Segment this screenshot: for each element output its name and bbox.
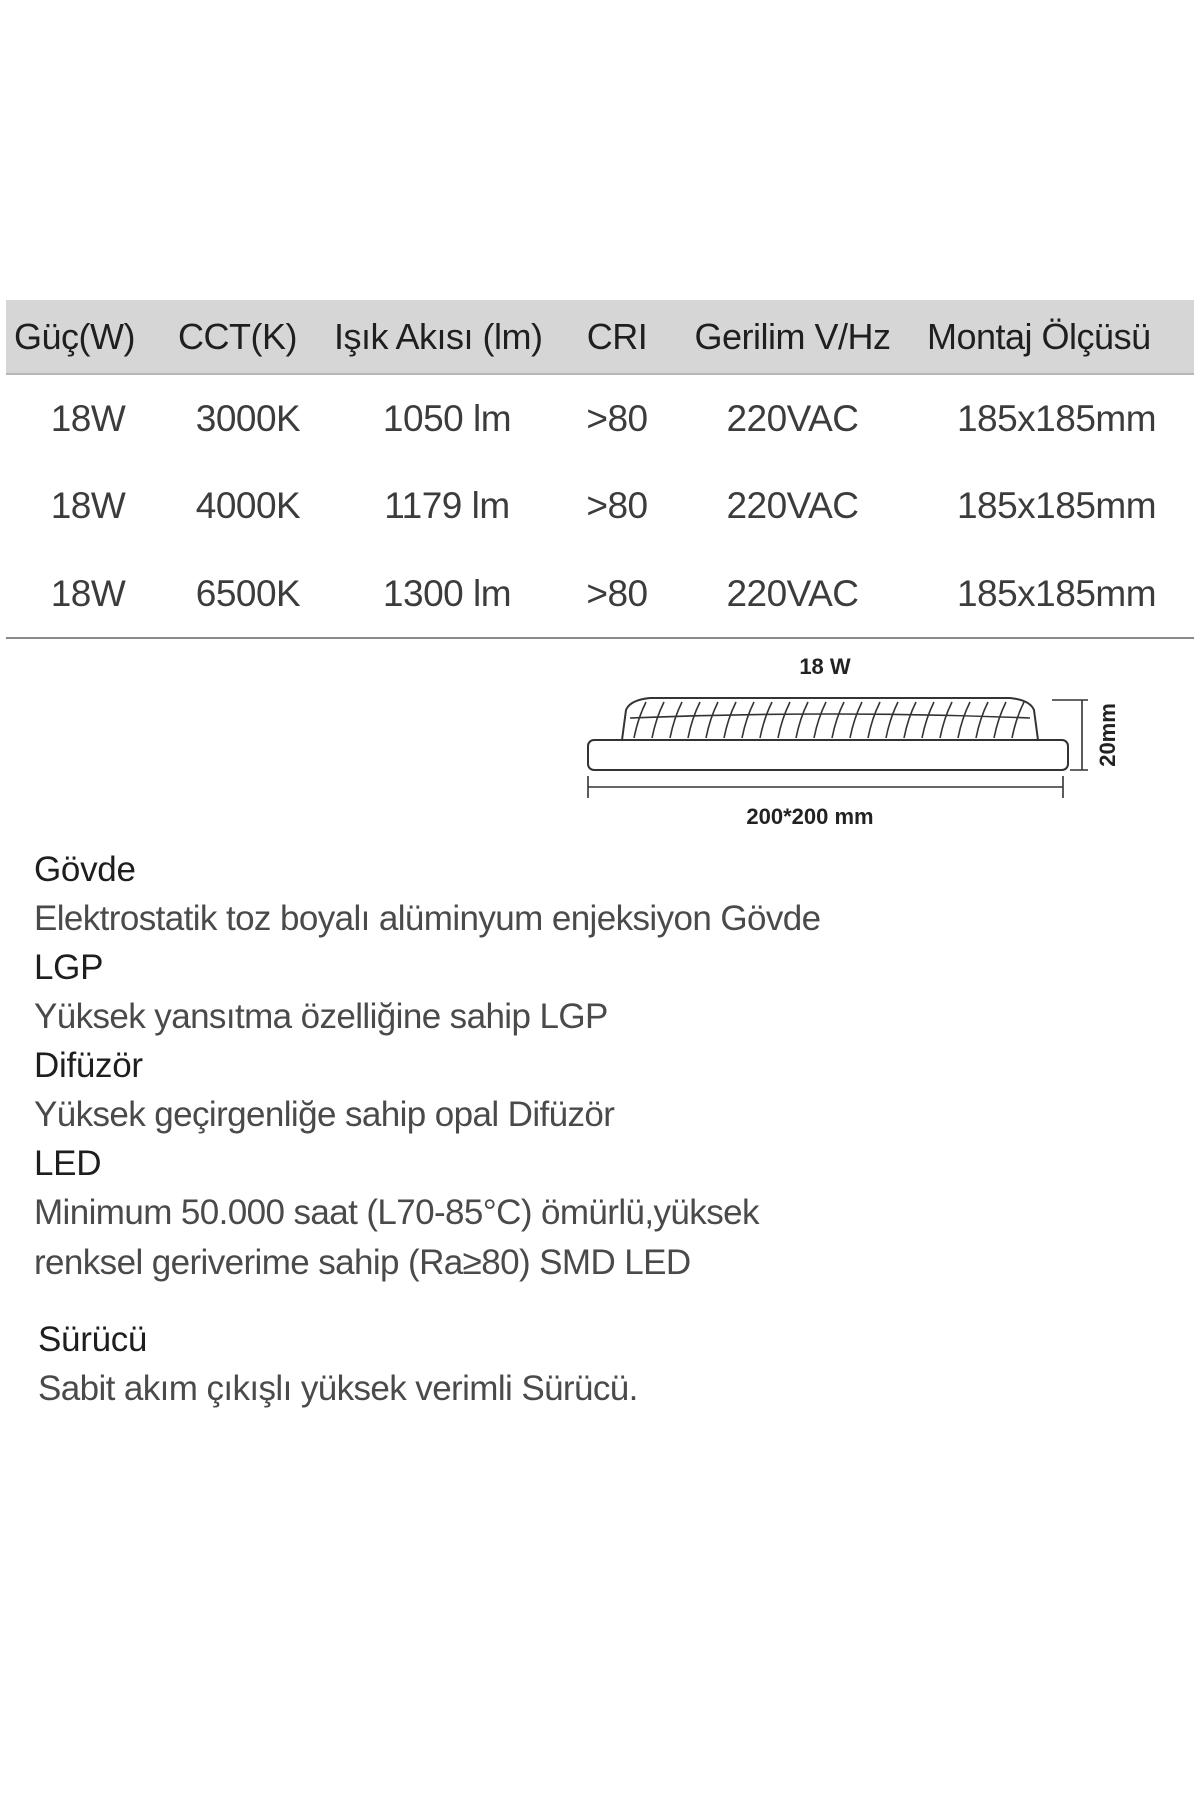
- cell-cri: >80: [586, 485, 648, 526]
- header-mount-size: Montaj Ölçüsü: [919, 300, 1194, 374]
- section-text: Yüksek yansıtma özelliğine sahip LGP: [34, 997, 608, 1036]
- section-diffuser: [34, 1042, 1034, 1140]
- cell-mount-size: 185x185mm: [956, 397, 1157, 439]
- section-text: Sabit akım çıkışlı yüksek verimli Sürücü.: [38, 1369, 638, 1408]
- cell-cct: 6500K: [170, 550, 326, 638]
- section-housing: [34, 846, 1034, 944]
- table-row: [6, 550, 1194, 638]
- diagram-power-label: 18 W: [799, 654, 851, 679]
- table-row: [6, 374, 1194, 462]
- header-cct: CCT(K): [170, 300, 326, 374]
- panel-side-view-drawing: [560, 652, 1140, 832]
- section-title: Difüzör: [34, 1046, 143, 1085]
- section-led: [34, 1140, 1034, 1288]
- cell-voltage: 220VAC: [726, 397, 859, 439]
- section-title: LED: [34, 1144, 102, 1183]
- section-title: Sürücü: [38, 1320, 148, 1359]
- diagram-width-label: 200*200 mm: [746, 804, 874, 829]
- cell-power: 18W: [50, 485, 126, 526]
- cell-luminous-flux: 1050 lm: [382, 397, 512, 439]
- header-row: [6, 300, 1194, 374]
- cell-voltage: 220VAC: [726, 485, 859, 526]
- cell-mount-size: 185x185mm: [919, 550, 1194, 638]
- section-title: Gövde: [34, 850, 136, 889]
- table-row: [6, 462, 1194, 550]
- cell-voltage: 220VAC: [666, 550, 919, 638]
- cell-luminous-flux: 1179 lm: [384, 485, 510, 526]
- spec-table: [6, 300, 1194, 639]
- cell-mount-size: 185x185mm: [956, 485, 1157, 526]
- cell-power: 18W: [6, 550, 170, 638]
- header-cri: CRI: [568, 300, 666, 374]
- cell-cri: >80: [568, 550, 666, 638]
- section-title: LGP: [34, 948, 104, 987]
- panel-housing-outline: [622, 698, 1038, 740]
- section-text: Minimum 50.000 saat (L70-85°C) ömürlü,yüksek: [34, 1193, 759, 1232]
- section-text: Yüksek geçirgenliğe sahip opal Difüzör: [34, 1095, 615, 1134]
- header-luminous-flux: Işık Akısı (lm): [326, 300, 568, 374]
- cell-cri: >80: [586, 397, 648, 439]
- section-driver: [34, 1316, 1034, 1414]
- diagram-height-label: 20mm: [1095, 703, 1120, 767]
- section-text: Elektrostatik toz boyalı alüminyum enjeksiyon Gövde: [34, 899, 821, 938]
- product-dimension-diagram: [560, 652, 1140, 832]
- spec-table-body: [6, 374, 1194, 638]
- cell-cct: 4000K: [195, 485, 301, 526]
- spec-table-header: [6, 300, 1194, 374]
- header-power: Güç(W): [6, 300, 170, 374]
- header-voltage: Gerilim V/Hz: [666, 300, 919, 374]
- section-text-line2: renksel geriverime sahip (Ra≥80) SMD LED: [34, 1243, 691, 1282]
- panel-body-outline: [588, 740, 1068, 770]
- cell-cct: 3000K: [195, 397, 301, 439]
- panel-fins-drawing: [630, 702, 1030, 738]
- cell-power: 18W: [50, 397, 126, 439]
- cell-luminous-flux: 1300 lm: [326, 550, 568, 638]
- section-lgp: [34, 944, 1034, 1042]
- feature-descriptions: [34, 846, 1034, 1414]
